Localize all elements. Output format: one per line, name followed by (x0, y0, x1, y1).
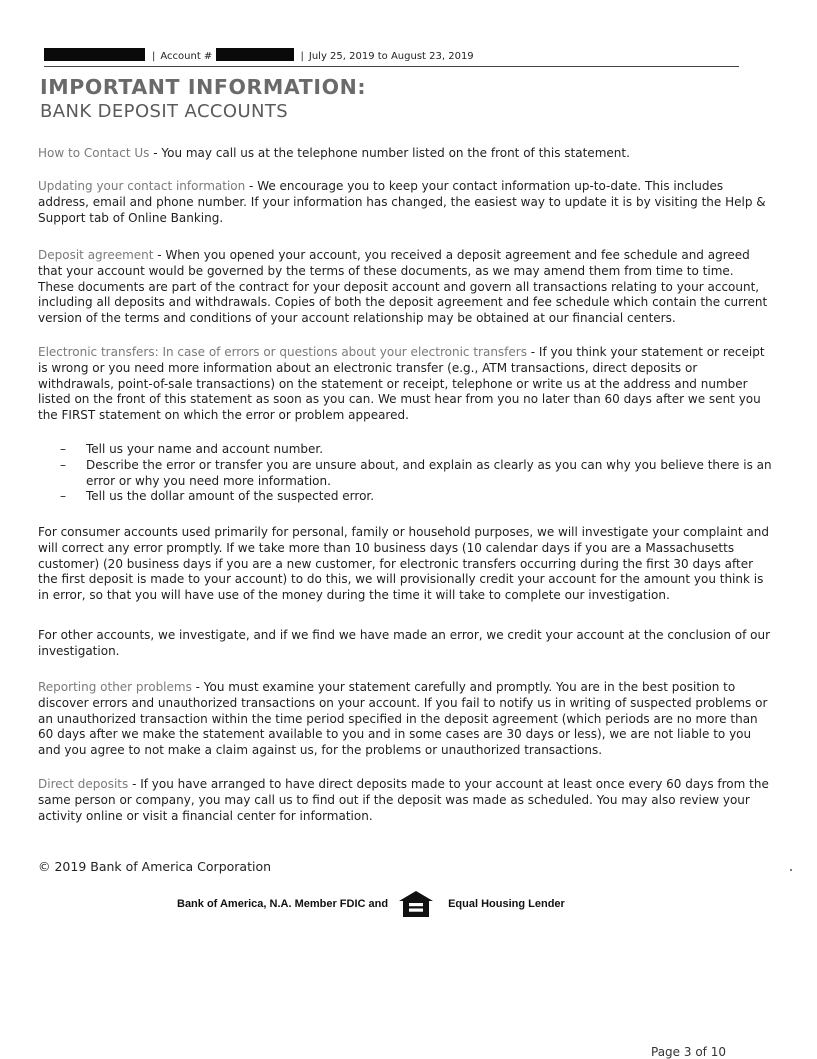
fdic-text: Bank of America, N.A. Member FDIC and (177, 898, 389, 910)
error-info-list (60, 442, 775, 505)
contact-text: - You may call us at the telephone number listed on the front of this statement. (149, 146, 630, 160)
account-label: Account # (160, 51, 213, 62)
redacted-account-number (216, 48, 294, 61)
consumer-accounts-paragraph: For consumer accounts used primarily for personal, family or household purposes, we will investigate your complaint and will correct any error promptly. If we take more than 10 business days (10 calendar days if you are a Massachusetts customer) (20 business days if you are a new customer, for electronic transfers occurring during the first 30 days after the first deposit is made to your account) to do this, we will provisionally credit your account for the amount you think is in error, so that you will have use of the money during the time it will take to complete our investigation. (38, 525, 770, 603)
fdic-notice (177, 889, 565, 919)
scan-speck (790, 869, 792, 871)
list-item (60, 489, 775, 505)
redacted-name (44, 48, 145, 61)
list-item-text: Tell us your name and account number. (86, 442, 324, 456)
reporting-problems-paragraph (38, 680, 773, 759)
updating-lead: Updating your contact information (38, 179, 246, 193)
updating-paragraph (38, 179, 773, 226)
list-item (60, 442, 775, 458)
reporting-problems-text: - You must examine your statement carefully and promptly. You are in the best position to discover errors and unauthorized transactions on your account. If you fail to notify us in writing of suspected problems or an unauthorized transaction within the time period specified in the deposit agreement (which periods are no more than 60 days after we make the statement available to you and in some cases are 30 days or less), we are not liable to you and you agree to not make a claim against us, for the problems or unauthorized transactions. (38, 680, 768, 758)
header-separator: | (300, 51, 304, 62)
electronic-transfers-lead: Electronic transfers: In case of errors or questions about your electronic transfers (38, 345, 527, 359)
deposit-agreement-text: - When you opened your account, you received a deposit agreement and fee schedule and agreed that your account would be governed by the terms of these documents, as we may amend them from time to time. These documents are part of the contract for your deposit account and govern all transactions relating to your account, including all deposits and withdrawals. Copies of both the deposit agreement and fee schedule which contain the current version of the terms and conditions of your account relationship may be obtained at our financial centers. (38, 248, 768, 326)
bullet-dash: – (60, 442, 66, 456)
electronic-transfers-paragraph (38, 345, 773, 424)
direct-deposits-text: - If you have arranged to have direct deposits made to your account at least once every 60 days from the same person or company, you may call us to find out if the deposit was made as scheduled. You may also review your activity online or visit a financial center for information. (38, 777, 769, 823)
deposit-agreement-lead: Deposit agreement (38, 248, 154, 262)
contact-lead: How to Contact Us (38, 146, 150, 160)
equal-housing-icon (398, 890, 434, 918)
copyright-notice: © 2019 Bank of America Corporation (38, 859, 272, 874)
deposit-agreement-paragraph (38, 248, 773, 327)
statement-header (44, 48, 739, 67)
other-accounts-paragraph: For other accounts, we investigate, and if we find we have made an error, we credit your account at the conclusion of our investigation. (38, 628, 771, 658)
statement-period: July 25, 2019 to August 23, 2019 (308, 51, 474, 62)
reporting-problems-lead: Reporting other problems (38, 680, 192, 694)
page-number: Page 3 of 10 (651, 1045, 726, 1059)
direct-deposits-lead: Direct deposits (38, 777, 129, 791)
list-item (60, 458, 775, 490)
direct-deposits-paragraph (38, 777, 773, 824)
list-item-text: Describe the error or transfer you are unsure about, and explain as clearly as you can why you believe there is an error or why you need more information. (86, 457, 772, 488)
page-subtitle: BANK DEPOSIT ACCOUNTS (40, 101, 289, 122)
header-separator: | (152, 51, 156, 62)
bullet-dash: – (60, 457, 66, 472)
contact-paragraph (38, 146, 773, 162)
bullet-dash: – (60, 489, 66, 504)
updating-text: - We encourage you to keep your contact information up-to-date. This includes address, email and phone number. If your information has changed, the easiest way to update it is by visiting the Help & Support tab of Online Banking. (38, 179, 766, 225)
equal-housing-text: Equal Housing Lender (448, 898, 565, 910)
page-title: IMPORTANT INFORMATION: (40, 75, 367, 99)
electronic-transfers-text: - If you think your statement or receipt is wrong or you need more information about an electronic transfer (e.g., ATM transactions, direct deposits or withdrawals, point-of-sale transactions) on the statement or receipt, telephone or write us at the address and number listed on the front of this statement as soon as you can. We must hear from you no later than 60 days after we sent you the FIRST statement on which the error or problem appeared. (38, 345, 765, 423)
list-item-text: Tell us the dollar amount of the suspected error. (86, 489, 375, 504)
